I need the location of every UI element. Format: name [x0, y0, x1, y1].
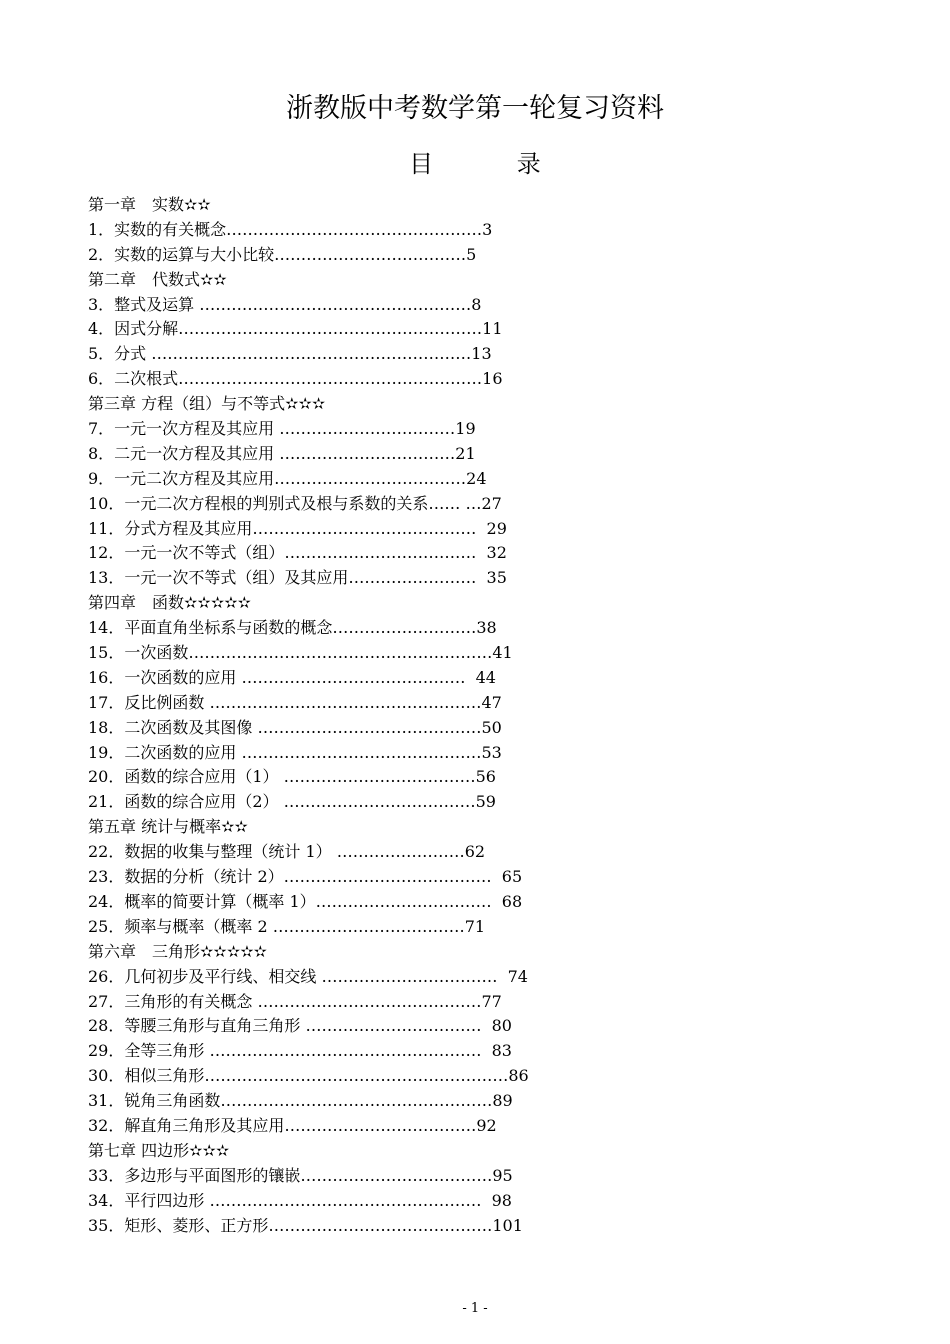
toc-line: 18．二次函数及其图像 ……………………………………50	[88, 717, 502, 737]
toc-line: 11．分式方程及其应用…………………………………… 29	[88, 518, 507, 538]
toc-line: 10．一元二次方程根的判别式及根与系数的关系…… …27	[88, 493, 502, 513]
toc-line: 16．一次函数的应用 …………………………………… 44	[88, 667, 496, 687]
toc-line: 1．实数的有关概念…………………………………………3	[88, 219, 493, 239]
toc-line: 26．几何初步及平行线、相交线 …………………………… 74	[88, 966, 528, 986]
toc-line: 35．矩形、菱形、正方形……………………………………101	[88, 1215, 523, 1235]
toc-line: 7．一元一次方程及其应用 ……………………………19	[88, 419, 476, 439]
toc-heading: 目 录	[409, 150, 579, 178]
toc-line: 28．等腰三角形与直角三角形 …………………………… 80	[88, 1016, 512, 1036]
toc-line: 第一章 实数✫✫	[88, 195, 211, 214]
toc-line: 6．二次根式…………………………………………………16	[88, 369, 503, 389]
table-of-contents	[88, 193, 648, 1238]
toc-line: 27．三角形的有关概念 ……………………………………77	[88, 991, 502, 1011]
toc-line: 13．一元一次不等式（组）及其应用…………………… 35	[88, 568, 507, 588]
toc-line: 32．解直角三角形及其应用………………………………92	[88, 1115, 497, 1135]
toc-line: 24．概率的简要计算（概率 1）…………………………… 68	[88, 891, 523, 911]
toc-line: 第三章 方程（组）与不等式✫✫✫	[88, 394, 326, 414]
toc-line: 33．多边形与平面图形的镶嵌………………………………95	[88, 1165, 513, 1185]
toc-line: 15．一次函数…………………………………………………41	[88, 643, 513, 663]
toc-line: 8．二元一次方程及其应用 ……………………………21	[88, 443, 476, 463]
toc-line: 14．平面直角坐标系与函数的概念………………………38	[88, 618, 497, 638]
toc-line: 17．反比例函数 ……………………………………………47	[88, 692, 502, 712]
toc-line: 第六章 三角形✫✫✫✫✫	[88, 941, 268, 961]
toc-line: 25．频率与概率（概率 2 ………………………………71	[88, 916, 486, 936]
toc-line: 9．一元二次方程及其应用………………………………24	[88, 468, 487, 488]
toc-line: 12．一元一次不等式（组）……………………………… 32	[88, 543, 507, 563]
toc-line: 22．数据的收集与整理（统计 1） ……………………62	[88, 842, 486, 862]
toc-line: 21．函数的综合应用（2） ………………………………59	[88, 792, 496, 812]
toc-line: 31．锐角三角函数……………………………………………89	[88, 1091, 513, 1111]
toc-line: 20．函数的综合应用（1） ………………………………56	[88, 767, 496, 787]
toc-line: 3．整式及运算 ……………………………………………8	[88, 294, 482, 314]
toc-line: 2．实数的运算与大小比较………………………………5	[88, 244, 477, 264]
toc-line: 34．平行四边形 …………………………………………… 98	[88, 1190, 512, 1210]
toc-line: 第五章 统计与概率✫✫	[88, 817, 248, 837]
document-title: 浙教版中考数学第一轮复习资料	[286, 93, 664, 124]
toc-line: 5．分式 ……………………………………………………13	[88, 344, 492, 364]
toc-line: 19．二次函数的应用 ………………………………………53	[88, 742, 502, 762]
page-number: - 1 -	[462, 1301, 488, 1316]
toc-line: 23．数据的分析（统计 2）………………………………… 65	[88, 867, 523, 887]
toc-line: 4．因式分解…………………………………………………11	[88, 319, 503, 339]
toc-line: 第四章 函数✫✫✫✫✫	[88, 593, 252, 613]
toc-line: 30．相似三角形…………………………………………………86	[88, 1066, 529, 1086]
toc-line: 第七章 四边形✫✫✫	[88, 1140, 230, 1160]
toc-line: 29．全等三角形 …………………………………………… 83	[88, 1041, 512, 1061]
toc-line: 第二章 代数式✫✫	[88, 269, 227, 289]
